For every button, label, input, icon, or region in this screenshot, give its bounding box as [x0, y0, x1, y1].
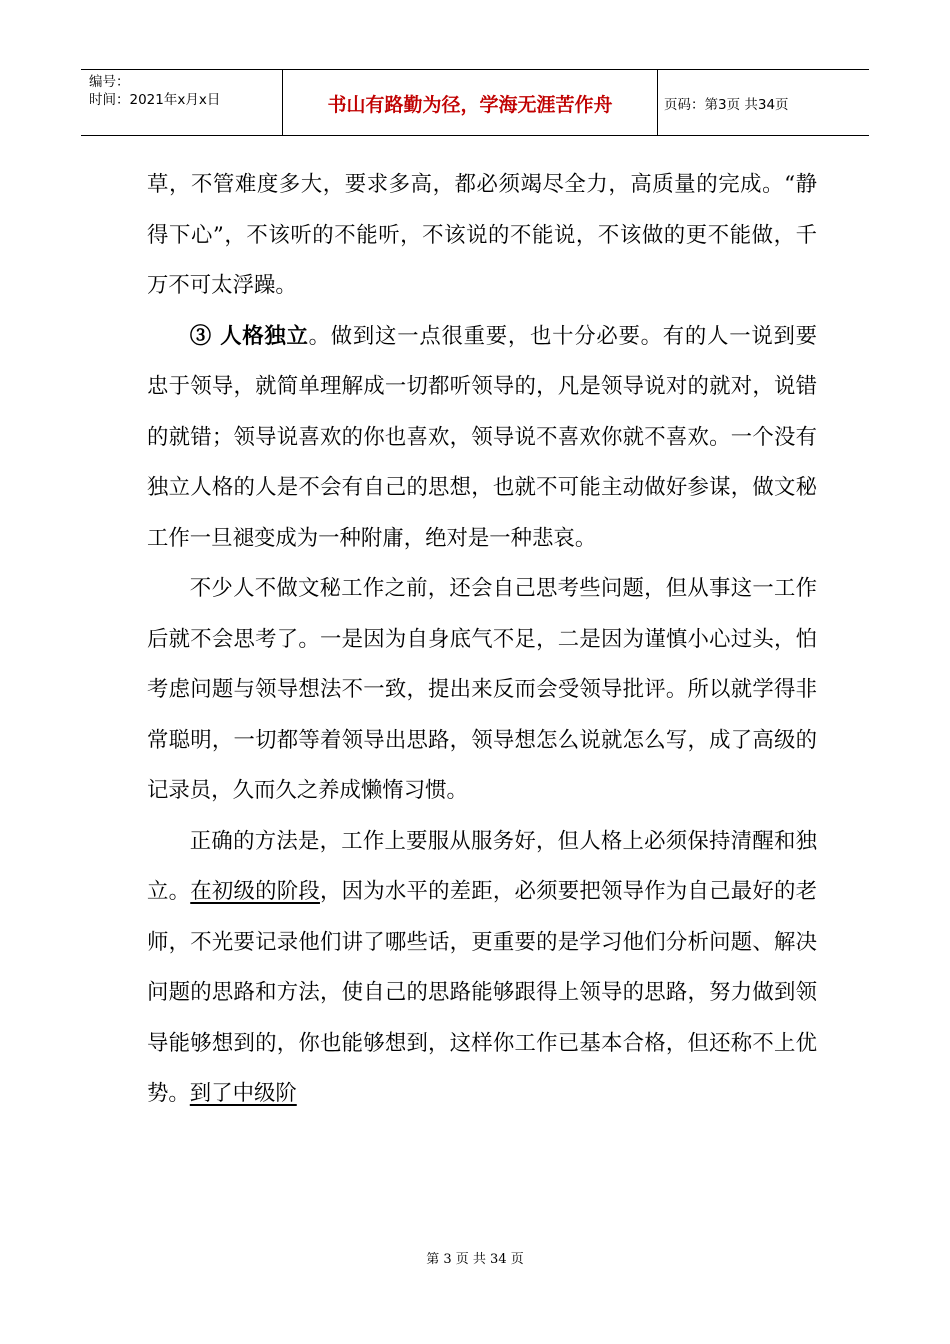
- underlined-phrase-2: 到了中级阶: [189, 1081, 297, 1106]
- paragraph-4-text-a: 正确的方法是，工作上要服从服务好，但人格上必须保持清醒和独立。: [147, 828, 817, 904]
- paragraph-4-text-b: ，因为水平的差距，必须要把领导作为自己最好的老师，不光要记录他们讲了哪些话，更重要的是学习他们分析问题、解决问题的思路和方法，使自己的思路能够跟得上领导的思路，努力做到领导能够想到的，你也能够想到，这样你工作已基本合格，但还称不上优势。: [147, 879, 817, 1106]
- paragraph-2-text: 。做到这一点很重要，也十分必要。有的人一说到要忠于领导，就简单理解成一切都听领导的，凡是领导说对的就对，说错的就错；领导说喜欢的你也喜欢，领导说不喜欢你就不喜欢。一个没有独立人格的人是不会有自己的思想，也就不可能主动做好参谋，做文秘工作一旦褪变成为一种附庸，绝对是一种悲哀。: [147, 323, 817, 551]
- section-heading: ③ 人格独立: [189, 323, 309, 349]
- document-time-label: 时间：2021年x月x日: [89, 92, 221, 108]
- header-page-number: 页码：第3页 共34页: [664, 96, 789, 113]
- document-number-label: 编号：: [89, 74, 130, 90]
- header-meta: [81, 70, 283, 135]
- page-header: [81, 69, 869, 136]
- document-body: [147, 160, 817, 1120]
- paragraph-2: [147, 312, 817, 565]
- paragraph-4: [147, 817, 817, 1120]
- page-footer: 第 3 页 共 34 页: [426, 1252, 524, 1267]
- header-motto: 书山有路勤为径，学海无涯苦作舟: [283, 70, 658, 135]
- paragraph-1: 草，不管难度多大，要求多高，都必须竭尽全力，高质量的完成。“静得下心”，不该听的不能听，不该说的不能说，不该做的更不能做，千万不可太浮躁。: [147, 172, 817, 298]
- paragraph-3: 不少人不做文秘工作之前，还会自己思考些问题，但从事这一工作后就不会思考了。一是因为自身底气不足，二是因为谨慎小心过头，怕考虑问题与领导想法不一致，提出来反而会受领导批评。所以就学得非常聪明，一切都等着领导出思路，领导想怎么说就怎么写，成了高级的记录员，久而久之养成懒惰习惯。: [147, 576, 817, 803]
- underlined-phrase-1: 在初级的阶段: [190, 879, 320, 904]
